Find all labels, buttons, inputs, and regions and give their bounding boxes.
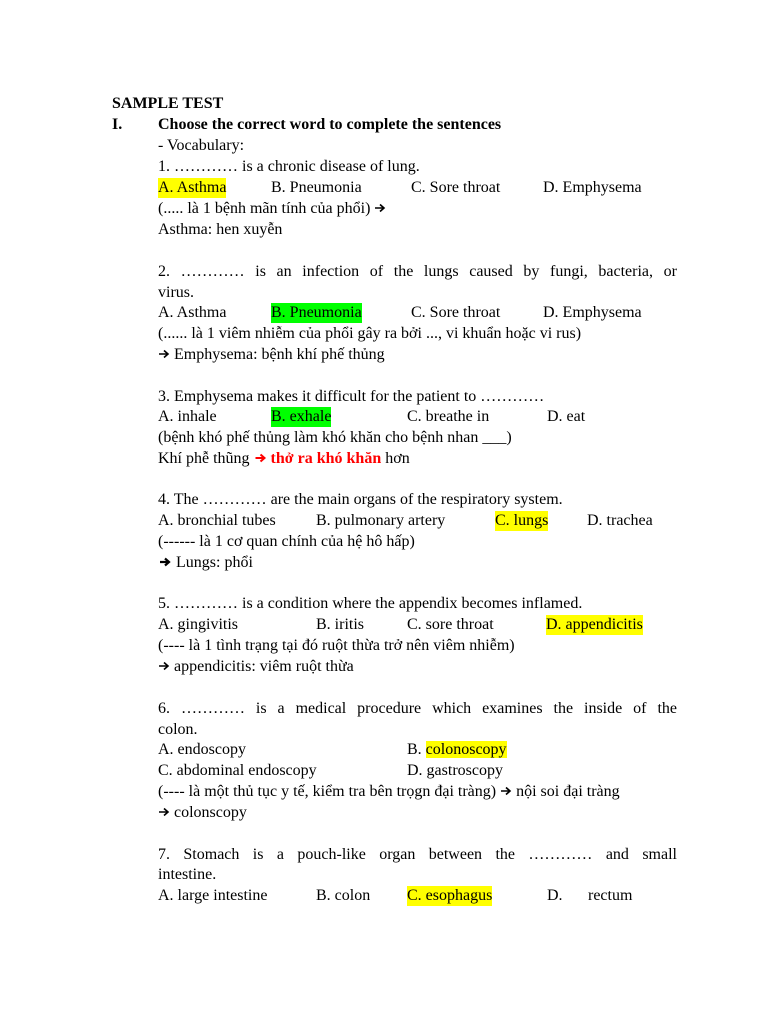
q1-option-a: A. Asthma (158, 179, 227, 196)
q3-emphasis: thở ra khó khăn (270, 450, 382, 467)
q6-translation: (---- là một thủ tục y tế, kiểm tra bên trọgn đại tràng) nội soi đại tràng (158, 783, 620, 800)
arrow-right-icon (158, 806, 170, 818)
q7-stem-line1: 7. Stomach is a pouch-like organ between the ………… and small (158, 846, 677, 863)
q6-option-c: C. abdominal endoscopy (158, 762, 317, 779)
q1-translation: (..... là 1 bệnh mãn tính của phổi) (158, 199, 386, 219)
q2-note: Emphysema: bệnh khí phế thủng (158, 345, 385, 365)
q4-option-a: A. bronchial tubes (158, 512, 276, 529)
document-title: SAMPLE TEST (112, 95, 224, 112)
q6-stem-line1: 6. ………… is a medical procedure which examines the inside of the (158, 700, 677, 717)
q5-option-b: B. iritis (316, 616, 365, 633)
q3-option-d: D. eat (547, 408, 586, 425)
q1-note: Asthma: hen xuyễn (158, 221, 283, 238)
q4-option-b: B. pulmonary artery (316, 512, 446, 529)
q4-note: Lungs: phổi (158, 553, 253, 573)
arrow-right-icon (500, 785, 512, 797)
q2-option-b: B. Pneumonia (271, 304, 362, 321)
q4-option-d: D. trachea (587, 512, 653, 529)
q3-option-b: B. exhale (271, 408, 332, 425)
q2-translation: (...... là 1 viêm nhiễm của phổi gây ra bởi ..., vi khuẩn hoặc vi rus) (158, 325, 582, 342)
q2-stem-line1: 2. ………… is an infection of the lungs caused by fungi, bacteria, or (158, 263, 677, 280)
section-number: I. (112, 116, 123, 133)
q5-option-a: A. gingivitis (158, 616, 239, 633)
q5-stem: 5. ………… is a condition where the appendix becomes inflamed. (158, 595, 583, 612)
q7-option-d-text: rectum (588, 887, 633, 904)
q1-option-b: B. Pneumonia (271, 179, 362, 196)
q3-option-a: A. inhale (158, 408, 217, 425)
arrow-right-icon (374, 202, 386, 214)
q7-option-b: B. colon (316, 887, 371, 904)
q3-stem: 3. Emphysema makes it difficult for the patient to ………… (158, 388, 545, 405)
q7-option-d: D. (547, 887, 563, 904)
q6-option-b: B. colonoscopy (407, 741, 507, 758)
arrow-right-icon (158, 348, 170, 360)
q4-translation: (------ là 1 cơ quan chính của hệ hô hấp) (158, 533, 415, 550)
q5-option-c: C. sore throat (407, 616, 494, 633)
q6-note: colonscopy (158, 803, 247, 823)
q5-note: appendicitis: viêm ruột thừa (158, 657, 354, 677)
q4-option-c: C. lungs (495, 512, 549, 529)
arrow-right-icon (158, 556, 172, 568)
q5-option-d: D. appendicitis (546, 616, 643, 633)
arrow-right-icon (158, 660, 170, 672)
q5-translation: (---- là 1 tình trạng tại đó ruột thừa trở nên viêm nhiễm) (158, 637, 515, 654)
q3-note: Khí phễ thũng thở ra khó khăn hơn (158, 450, 410, 467)
q6-option-a: A. endoscopy (158, 741, 246, 758)
vocabulary-label: - Vocabulary: (158, 137, 245, 154)
q4-stem: 4. The ………… are the main organs of the respiratory system. (158, 491, 563, 508)
q2-stem-line2: virus. (158, 284, 194, 301)
q3-option-c: C. breathe in (407, 408, 490, 425)
q6-option-d: D. gastroscopy (407, 762, 503, 779)
q1-option-d: D. Emphysema (543, 179, 642, 196)
q7-stem-line2: intestine. (158, 866, 217, 883)
q7-option-a: A. large intestine (158, 887, 268, 904)
q1-stem: 1. ………… is a chronic disease of lung. (158, 158, 420, 175)
q2-option-d: D. Emphysema (543, 304, 642, 321)
section-title: Choose the correct word to complete the sentences (158, 116, 502, 133)
q3-translation: (bệnh khó phế thủng làm khó khăn cho bệnh nhan ___) (158, 429, 512, 446)
q2-option-a: A. Asthma (158, 304, 227, 321)
q6-stem-line2: colon. (158, 721, 198, 738)
q2-option-c: C. Sore throat (411, 304, 501, 321)
q7-option-c: C. esophagus (407, 887, 493, 904)
q1-option-c: C. Sore throat (411, 179, 501, 196)
arrow-right-icon (254, 452, 267, 464)
